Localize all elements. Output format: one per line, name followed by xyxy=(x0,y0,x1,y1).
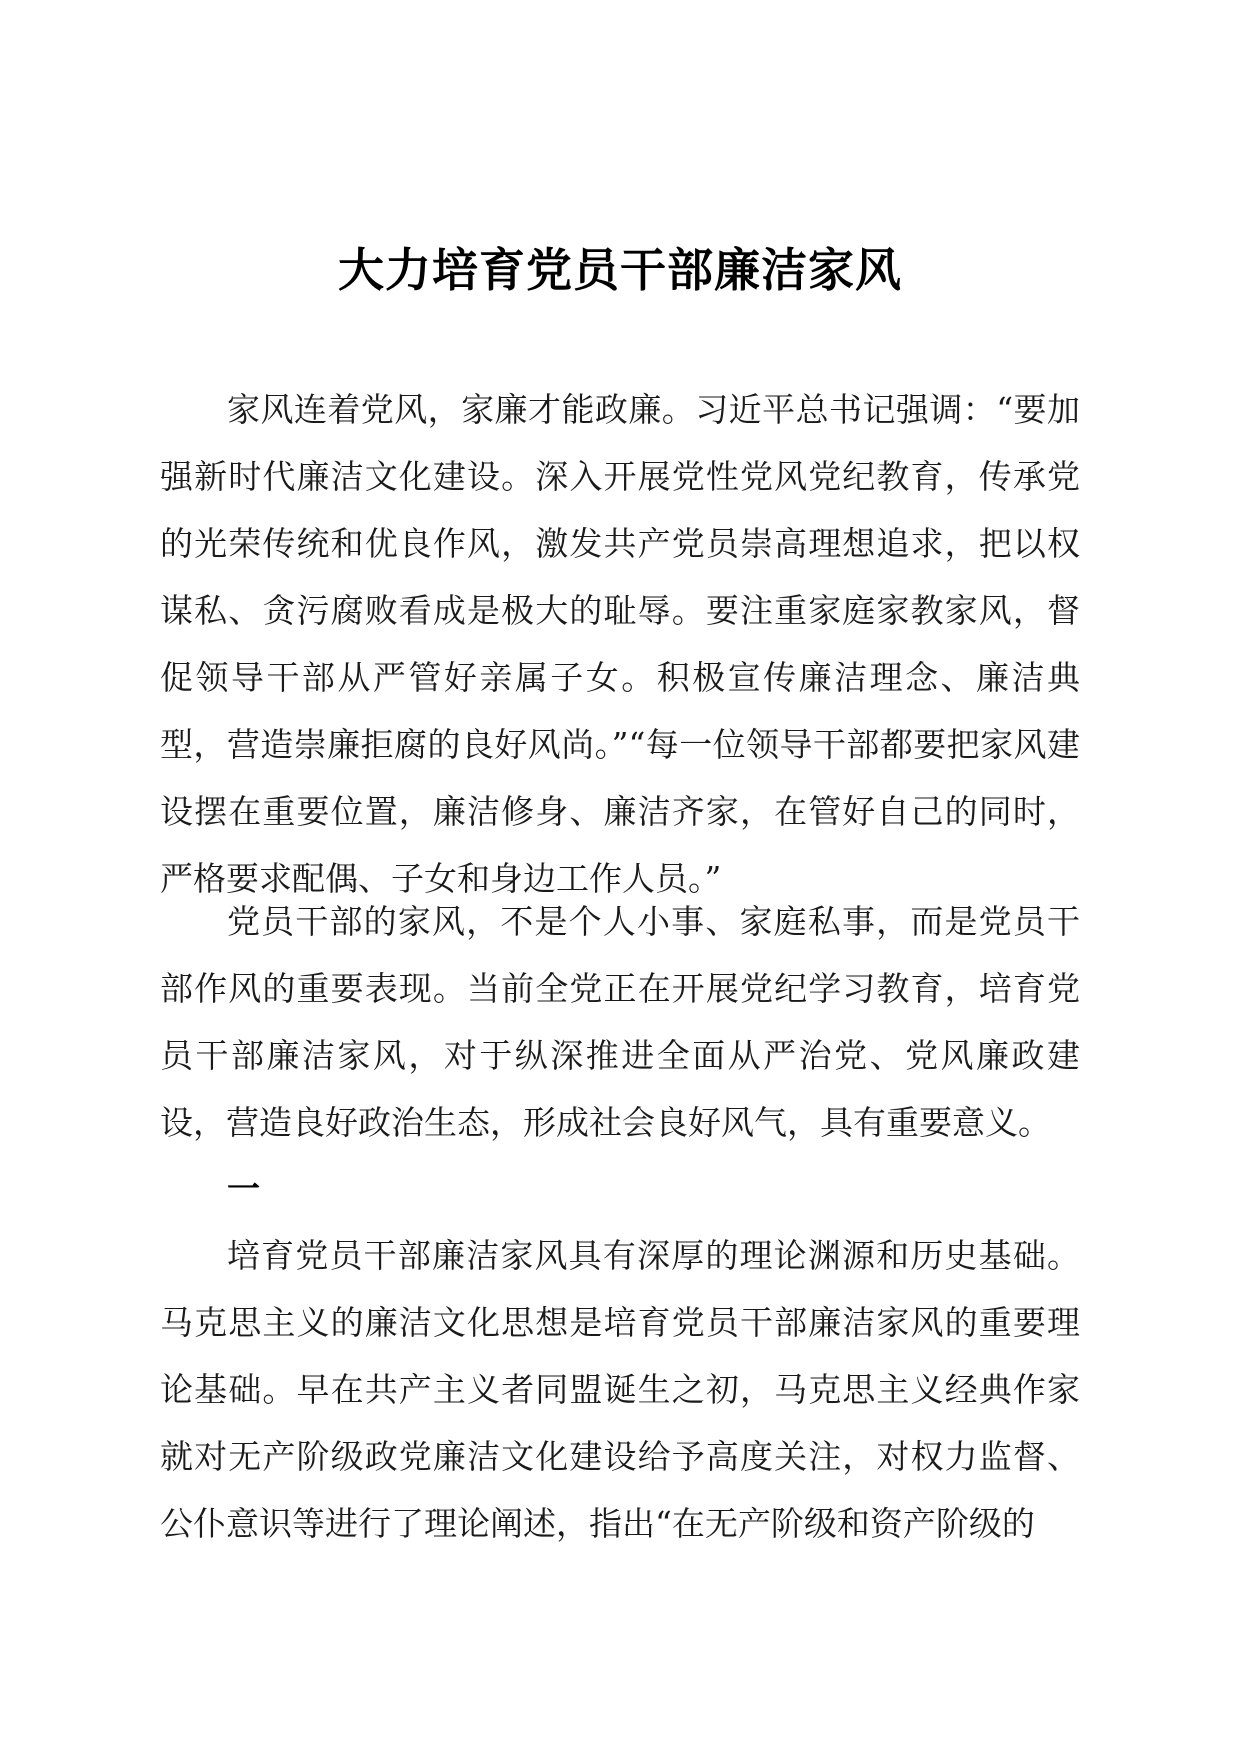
body-paragraph-1: 家风连着党风，家廉才能政廉。习近平总书记强调：“要加强新时代廉洁文化建设。深入开展党性党风党纪教育，传承党的光荣传统和优良作风，激发共产党员崇高理想追求，把以权谋私、贪污腐败看成是极大的耻辱。要注重家庭家教家风，督促领导干部从严管好亲属子女。积极宣传廉洁理念、廉洁典型，营造崇廉拒腐的良好风尚。”“每一位领导干部都要把家风建设摆在重要位置，廉洁修身、廉洁齐家，在管好自己的同时，严格要求配偶、子女和身边工作人员。” xyxy=(160,390,1080,898)
section-1-paragraph-1: 培育党员干部廉洁家风具有深厚的理论渊源和历史基础。马克思主义的廉洁文化思想是培育党员干部廉洁家风的重要理论基础。早在共产主义者同盟诞生之初，马克思主义经典作家就对无产阶级政党廉洁文化建设给予高度关注，对权力监督、公仆意识等进行了理论阐述，指出“在无产阶级和资产阶级的 xyxy=(160,1236,1080,1543)
section-heading-1: 一 xyxy=(227,1169,260,1208)
body-paragraph-2: 党员干部的家风，不是个人小事、家庭私事，而是党员干部作风的重要表现。当前全党正在开展党纪学习教育，培育党员干部廉洁家风，对于纵深推进全面从严治党、党风廉政建设，营造良好政治生态，形成社会良好风气，具有重要意义。 xyxy=(160,902,1080,1142)
document-title: 大力培育党员干部廉洁家风 xyxy=(338,243,902,297)
